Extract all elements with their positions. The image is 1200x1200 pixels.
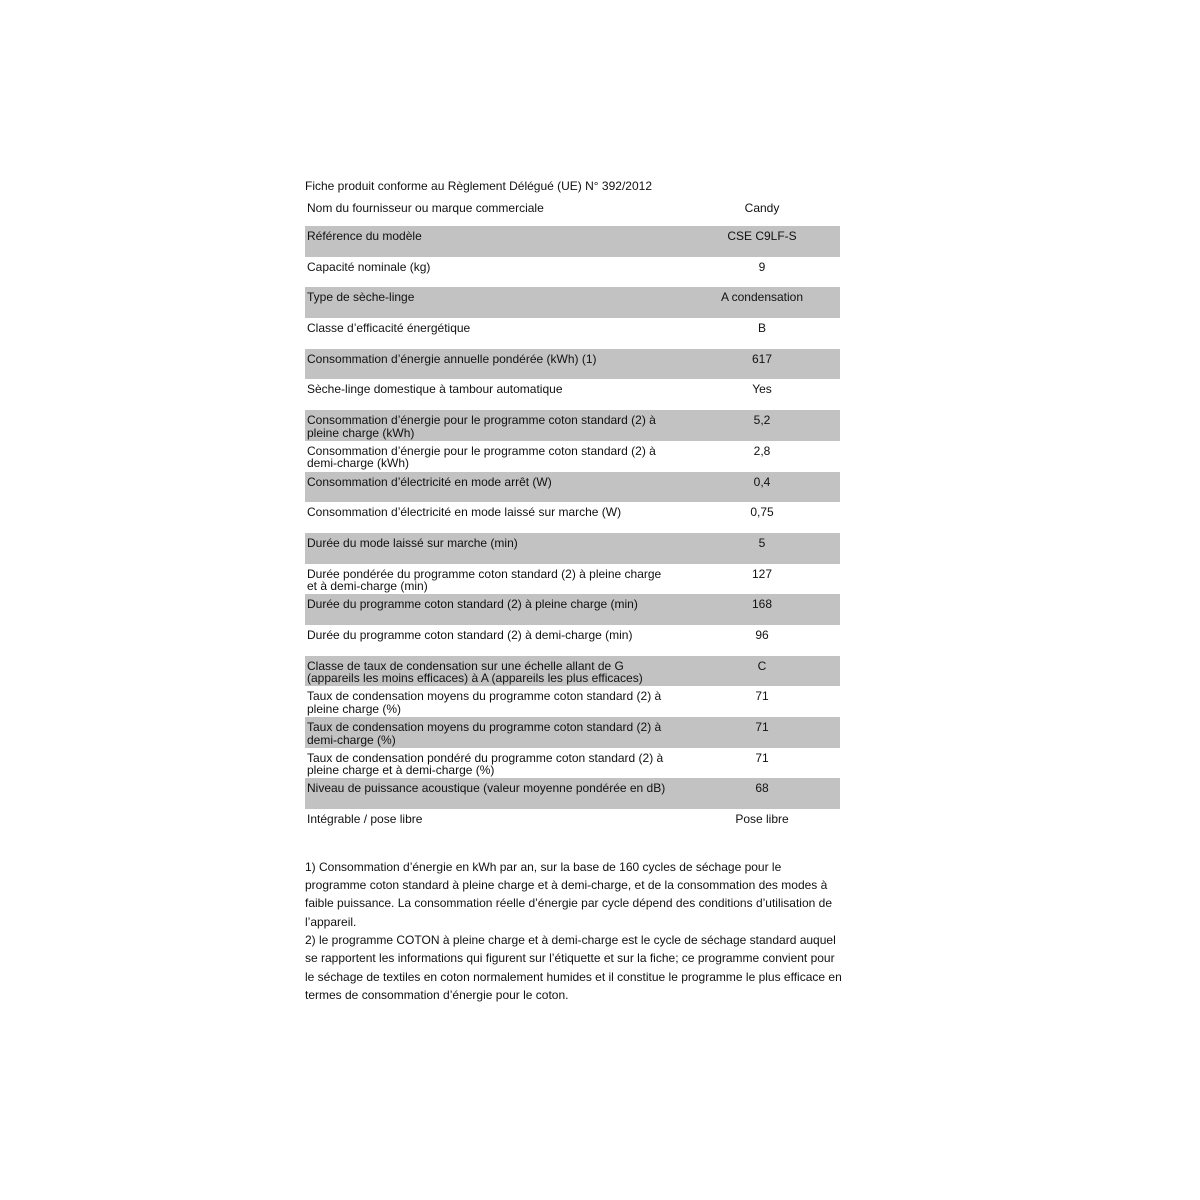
table-row: [305, 410, 840, 441]
row-label: Taux de condensation moyens du programme coton standard (2) à demi-charge (%): [307, 720, 662, 747]
row-label: Référence du modèle: [307, 229, 422, 243]
table-row: [305, 257, 840, 288]
row-label: Sèche-linge domestique à tambour automatique: [307, 382, 563, 397]
table-row: [305, 748, 840, 779]
row-label: Intégrable / pose libre: [307, 812, 423, 827]
row-value: 0,4: [753, 474, 771, 489]
table-row: [305, 594, 840, 625]
table-row: [305, 379, 840, 410]
row-value: B: [757, 321, 766, 336]
row-value: 127: [751, 566, 773, 581]
table-row: [305, 226, 840, 257]
table-row: [305, 502, 840, 533]
table-row: [305, 287, 840, 318]
row-value: 168: [751, 597, 773, 612]
row-value: 5: [758, 535, 766, 550]
table-row: [305, 201, 840, 226]
row-value: 71: [755, 750, 769, 765]
row-label: Durée du programme coton standard (2) à pleine charge (min): [307, 597, 638, 612]
table-row: [305, 717, 840, 748]
row-label: Taux de condensation moyens du programme coton standard (2) à pleine charge (%): [307, 689, 662, 716]
row-label: Capacité nominale (kg): [307, 259, 431, 274]
row-value: C: [757, 658, 767, 673]
table-row: [305, 564, 840, 595]
row-value: 71: [755, 689, 769, 704]
row-value: A condensation: [720, 290, 804, 305]
row-value: 2,8: [753, 443, 771, 458]
row-value: 0,75: [750, 505, 774, 520]
row-value: Pose libre: [735, 812, 789, 827]
row-label: Taux de condensation pondéré du programme coton standard (2) à pleine charge et à demi-charge (%): [307, 750, 664, 778]
row-value: 71: [755, 720, 769, 734]
row-label: Consommation d’électricité en mode arrêt (W): [307, 474, 552, 489]
row-label: Consommation d’énergie pour le programme coton standard (2) à demi-charge (kWh): [307, 443, 656, 471]
table-row: [305, 778, 840, 809]
table-row: [305, 625, 840, 656]
table-row: [305, 472, 840, 503]
footnote-2: 2) le programme COTON à pleine charge et à demi-charge est le cycle de séchage standard auquel se rapportent les informations qui figurent sur l’étiquette et sur la fiche; ce programme convient pour le séchage de textiles en coton normalement humides et il constitue le programme le plus efficace en termes de consommation d’énergie pour le coton.: [305, 932, 842, 1002]
row-label: Niveau de puissance acoustique (valeur moyenne pondérée en dB): [307, 781, 666, 796]
row-value: 9: [758, 259, 766, 274]
row-label: Type de sèche-linge: [307, 290, 415, 305]
table-row: [305, 656, 840, 687]
table-row: [305, 349, 840, 380]
row-label: Consommation d’électricité en mode laissé sur marche (W): [307, 505, 622, 520]
footnote-1: 1) Consommation d’énergie en kWh par an, sur la base de 160 cycles de séchage pour le programme coton standard à pleine charge et à demi-charge, et de la consommation des modes à faible puissance. La consommation réelle d’énergie par cycle dépend des conditions d’utilisation de l’appareil.: [305, 859, 832, 929]
spec-table: [305, 201, 840, 840]
row-value: 96: [755, 627, 769, 642]
row-value: 68: [755, 781, 769, 796]
row-value: 617: [751, 351, 773, 366]
row-label: Durée du programme coton standard (2) à demi-charge (min): [307, 627, 633, 642]
row-label: Classe de taux de condensation sur une échelle allant de G (appareils les moins efficaces) à A (appareils les plus efficaces): [307, 658, 643, 686]
row-value: 5,2: [753, 413, 771, 428]
row-label: Durée pondérée du programme coton standard (2) à pleine charge et à demi-charge (min): [307, 566, 662, 594]
row-label: Nom du fournisseur ou marque commerciale: [307, 201, 544, 215]
table-row: [305, 533, 840, 564]
table-row: [305, 809, 840, 840]
row-value: Candy: [744, 201, 780, 215]
row-label: Durée du mode laissé sur marche (min): [307, 535, 518, 550]
row-label: Consommation d’énergie pour le programme coton standard (2) à pleine charge (kWh): [307, 413, 656, 440]
table-row: [305, 686, 840, 717]
product-sheet: [305, 179, 840, 1004]
row-label: Classe d’efficacité énergétique: [307, 321, 471, 336]
row-label: Consommation d’énergie annuelle pondérée (kWh) (1): [307, 351, 597, 366]
footnotes: [305, 858, 845, 1004]
document-title: Fiche produit conforme au Règlement Délégué (UE) N° 392/2012: [305, 179, 652, 193]
table-row: [305, 318, 840, 349]
row-value: CSE C9LF-S: [727, 229, 797, 243]
row-value: Yes: [752, 382, 772, 397]
table-row: [305, 441, 840, 472]
